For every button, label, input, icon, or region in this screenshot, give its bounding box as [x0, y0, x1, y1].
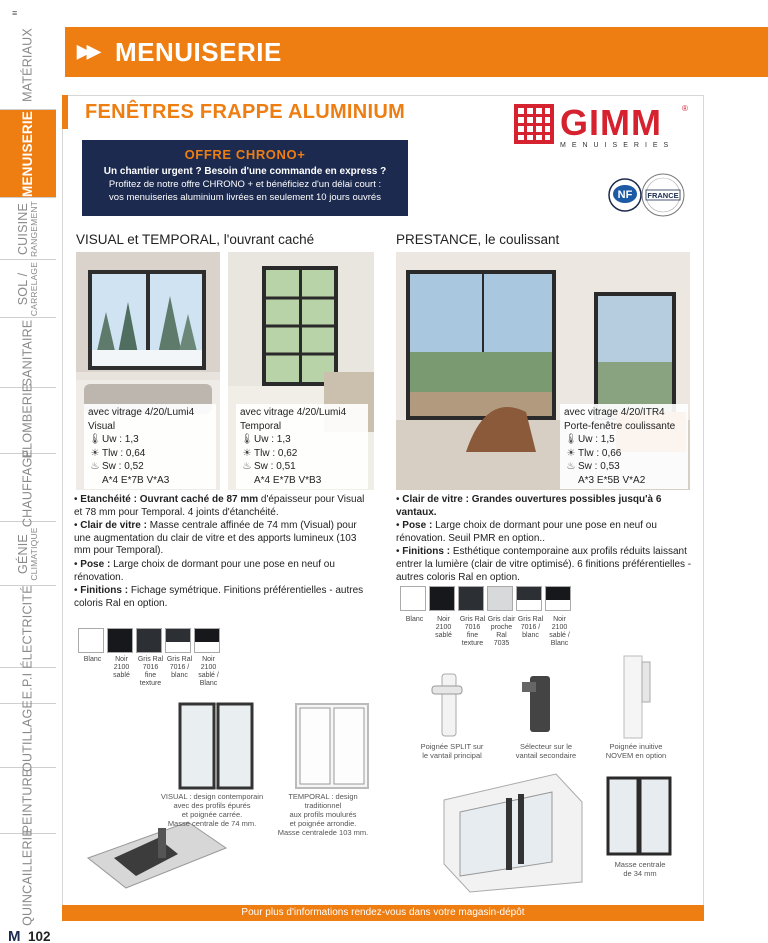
nav-tab-sol[interactable] [0, 260, 56, 318]
selector-drawing [514, 668, 564, 738]
spec-uw: Uw : 1,5 [578, 434, 615, 445]
nav-tab-label [17, 261, 39, 315]
nav-tab-label: MATÉRIAUX [20, 27, 35, 102]
feature-text: Masse centrale affinée de 74 mm (Visual) pour une augmentation du clair de vitre et des apports lumineux (103 mm pour Temporal). [74, 520, 357, 557]
feature-item: • Finitions : Esthétique contemporaine aux profils réduits laissant entrer la lumière (clair de vitre optimisé). 6 finitions préférentielles - autres coloris Ral en option. [396, 546, 692, 583]
feature-text: Large choix de dormant pour une pose en neuf ou rénovation. Seuil PMR en option.. [396, 520, 657, 544]
swatch-gris-7016[interactable] [458, 586, 484, 611]
swatch-label: Gris Ral 7016 fine texture [459, 616, 486, 647]
title-accent-bar [62, 95, 68, 129]
novem-caption: Poignée inuitive NOVEM en option [605, 742, 667, 760]
nf-text: NF [617, 189, 633, 201]
nav-tab-label: OUTILLAGE [20, 699, 35, 772]
nav-tab-label: ÉLECTRICITÉ [20, 584, 35, 669]
spec-model: Temporal [240, 420, 282, 432]
thermometer-icon: 🌡 [564, 434, 578, 445]
nav-tab-label: CHAUFFAGE [20, 448, 35, 527]
feature-head: Etanchéité : Ouvrant caché de 87 mm [80, 494, 259, 505]
swatch-label: Noir 2100 sablé / Blanc [198, 656, 219, 687]
prestance-swatch-labels [400, 616, 574, 648]
swatch-gris-7016[interactable] [136, 628, 162, 653]
feature-head: Pose : [80, 558, 111, 570]
visual-temporal-title: VISUAL et TEMPORAL, l'ouvrant caché [76, 232, 315, 247]
mass-caption: Masse centrale de 34 mm [614, 860, 666, 878]
spec-sw: Sw : 0,52 [102, 461, 144, 472]
temporal-spec-box [236, 404, 368, 489]
gimm-logo [514, 104, 690, 154]
offer-line: Profitez de notre offre CHRONO + et bénéficiez d'un délai court : [108, 179, 382, 190]
nav-tab-label: QUINCAILLERIE [20, 828, 35, 926]
offer-line: vos menuiseries aluminium livrées en seulement 10 jours ouvrés [109, 192, 381, 203]
swatch-gris-clair-7035[interactable] [487, 586, 513, 611]
spec-uw: Uw : 1,3 [102, 434, 139, 445]
heat-waves-icon: ♨ [566, 461, 576, 472]
spec-classification: A*3 E*5B V*A2 [578, 474, 646, 486]
spec-uw: Uw : 1,3 [254, 434, 291, 445]
section-header [65, 27, 768, 77]
registered-mark: ® [682, 104, 688, 113]
brand-subtitle: MENUISERIES [560, 142, 675, 149]
swatch-gris-7016-blanc[interactable] [165, 628, 191, 653]
feature-item: • Etanchéité : Ouvrant caché de 87 mm d'épaisseur pour Visual et 78 mm pour Temporal. 4 joints d'étanchéité. [74, 494, 365, 518]
sliding-profile-drawing [436, 772, 586, 894]
sun-icon: ☀ [566, 447, 576, 459]
nav-tab-outillage[interactable] [0, 699, 56, 772]
offer-line: Un chantier urgent ? Besoin d'une commande en express ? [103, 166, 387, 177]
nav-tab-epi[interactable] [0, 668, 56, 704]
spec-tlw: Tlw : 0,66 [578, 447, 622, 459]
mass-centrale-drawing [604, 774, 674, 858]
spec-classification: A*4 E*7B V*B3 [254, 474, 322, 486]
spec-sw: Sw : 0,53 [578, 461, 620, 472]
nav-tab-label: PLOMBERIE [20, 383, 35, 458]
feature-item: • Pose : Large choix de dormant pour une pose en neuf ou rénovation. Seuil PMR en option.. [396, 520, 657, 544]
visual-temporal-swatch-labels [78, 656, 223, 688]
nav-tab-label: MENUISERIE [19, 110, 35, 197]
nav-tab-label: PEINTURE [20, 768, 35, 833]
prestance-spec-box [560, 404, 688, 489]
thermometer-icon: 🌡 [240, 434, 254, 445]
feature-item: • Finitions : Fichage symétrique. Finitions préférentielles - autres coloris Ral en option. [74, 585, 364, 609]
page-number: 102 [28, 929, 51, 943]
nav-tab-menuiserie[interactable] [0, 110, 56, 198]
swatch-noir-2100-blanc[interactable] [545, 586, 571, 611]
nav-tab-label [17, 200, 39, 256]
heat-waves-icon: ♨ [242, 461, 252, 472]
visual-spec-box [84, 404, 216, 489]
section-title: MENUISERIE [115, 37, 282, 67]
swatch-blanc[interactable] [400, 586, 426, 611]
feature-text: Esthétique contemporaine aux profils réduits laissant entrer la lumière (clair de vitre optimisé). 6 finitions préférentielles - autres coloris Ral en option. [396, 546, 692, 583]
nav-tab-sub: RANGEMENT [29, 200, 40, 257]
prestance-features [396, 494, 696, 585]
nav-tab-sanitaire[interactable] [0, 318, 56, 388]
nav-tab-label [17, 527, 39, 580]
selector-caption: Sélecteur sur le vantail secondaire [515, 742, 577, 760]
panel-title: FENÊTRES FRAPPE ALUMINIUM [85, 101, 406, 123]
nav-tab-sub: CARRELAGE [29, 261, 40, 316]
spec-sw: Sw : 0,51 [254, 461, 296, 472]
feature-head: Finitions : [402, 546, 451, 558]
visual-temporal-swatches [78, 628, 223, 653]
swatch-label: Noir 2100 sablé [113, 656, 130, 679]
france-text: FRANCE [647, 191, 679, 200]
nav-tab-label: SANITAIRE [20, 319, 35, 386]
feature-head: Pose : [402, 520, 433, 532]
nav-tab-electricite[interactable] [0, 586, 56, 668]
heat-waves-icon: ♨ [90, 461, 100, 472]
nav-tab-main: GÉNIE [15, 533, 30, 574]
swatch-label: Blanc [83, 656, 102, 663]
swatch-blanc[interactable] [78, 628, 104, 653]
swatch-label: Gris clair proche Ral 7035 [487, 616, 516, 647]
brand-name: GIMM [560, 102, 662, 143]
nf-certification-icon [608, 178, 642, 212]
nav-tab-plomberie[interactable] [0, 383, 56, 458]
logo-squares-icon [514, 104, 554, 144]
nav-tab-materiaux[interactable] [0, 20, 56, 110]
nav-tab-label: E.P.I [20, 672, 35, 699]
nav-tab-genie-climatique[interactable] [0, 522, 56, 586]
feature-item: • Clair de vitre : Grandes ouvertures possibles jusqu'à 6 vantaux. [396, 494, 662, 518]
spec-model: Porte-fenêtre coulissante [564, 420, 676, 432]
sun-icon: ☀ [90, 447, 100, 459]
sun-icon: ☀ [242, 447, 252, 459]
swatch-label: Gris Ral 7016 / blanc [166, 656, 193, 679]
nav-tab-main: SOL / [15, 272, 30, 305]
prestance-swatches [400, 586, 574, 611]
brand-m-logo: M [8, 928, 21, 943]
spec-classification: A*4 E*7B V*A3 [102, 474, 170, 486]
thermometer-icon: 🌡 [88, 434, 102, 445]
feature-head: Finitions : [80, 585, 129, 597]
offer-box [82, 140, 408, 216]
feature-text: Large choix de dormant pour une pose en neuf ou rénovation. [74, 558, 335, 583]
split-handle-drawing [426, 668, 470, 740]
menu-mark: ≡ [12, 8, 18, 18]
split-caption: Poignée SPLIT sur le vantail principal [420, 742, 484, 760]
feature-text: d'épaisseur pour Visual et 78 mm pour Temporal. 4 joints d'étanchéité. [74, 494, 365, 518]
offer-heading: OFFRE CHRONO+ [184, 147, 306, 162]
swatch-label: Noir 2100 sablé / Blanc [549, 616, 570, 647]
nav-tab-peinture[interactable] [0, 768, 56, 834]
nav-tab-chauffage[interactable] [0, 448, 56, 527]
novem-handle-drawing [606, 654, 666, 740]
spec-tlw: Tlw : 0,62 [254, 447, 298, 459]
feature-item: • Pose : Large choix de dormant pour une pose en neuf ou rénovation. [74, 558, 335, 583]
visual-caption: VISUAL : design contemporain avec des profils épurés et poignée carrée. Masse centrale de 74 mm. [160, 792, 264, 828]
nav-tab-main: CUISINE [15, 202, 30, 255]
double-arrow-icon: ▶▶ [77, 41, 97, 61]
spec-tlw: Tlw : 0,64 [102, 447, 146, 459]
temporal-profile-drawing [292, 702, 372, 792]
nav-tab-sub: CLIMATIQUE [29, 526, 40, 581]
spec-glazing: avec vitrage 4/20/Lumi4 [240, 407, 347, 418]
spec-model: Visual [88, 420, 116, 432]
feature-item: • Clair de vitre : Masse centrale affinée de 74 mm (Visual) pour une augmentation du clair de vitre et des apports lumineux (103 mm pour Temporal). [74, 520, 357, 557]
feature-head: Clair de vitre : [80, 520, 147, 532]
swatch-noir-2100[interactable] [107, 628, 133, 653]
swatch-label: Noir 2100 sablé [435, 616, 452, 639]
nav-tab-quincaillerie[interactable] [0, 828, 56, 926]
nav-tab-cuisine[interactable] [0, 198, 56, 260]
swatch-label: Blanc [405, 616, 424, 623]
side-navigation [0, 0, 56, 943]
spec-glazing: avec vitrage 4/20/Lumi4 [88, 407, 195, 418]
spec-glazing: avec vitrage 4/20/ITR4 [564, 407, 665, 418]
swatch-label: Gris Ral 7016 / blanc [517, 616, 544, 639]
swatch-noir-2100-blanc[interactable] [194, 628, 220, 653]
visual-temporal-features [74, 494, 374, 611]
visual-profile-drawing [176, 702, 256, 792]
feature-text: Fichage symétrique. Finitions préférentielles - autres coloris Ral en option. [74, 585, 364, 609]
footer-band: Pour plus d'informations rendez-vous dans votre magasin-dépôt [62, 905, 704, 921]
temporal-caption: TEMPORAL : design traditionnel aux profils moulurés et poignée arrondie. Masse centralede 103 mm. [277, 792, 369, 837]
swatch-gris-7016-blanc[interactable] [516, 586, 542, 611]
prestance-title: PRESTANCE, le coulissant [396, 232, 560, 247]
swatch-label: Gris Ral 7016 fine texture [137, 656, 164, 687]
swatch-noir-2100[interactable] [429, 586, 455, 611]
made-in-france-badge-icon [640, 172, 686, 218]
feature-head: Clair de vitre : Grandes ouvertures possibles jusqu'à 6 vantaux. [396, 494, 662, 518]
